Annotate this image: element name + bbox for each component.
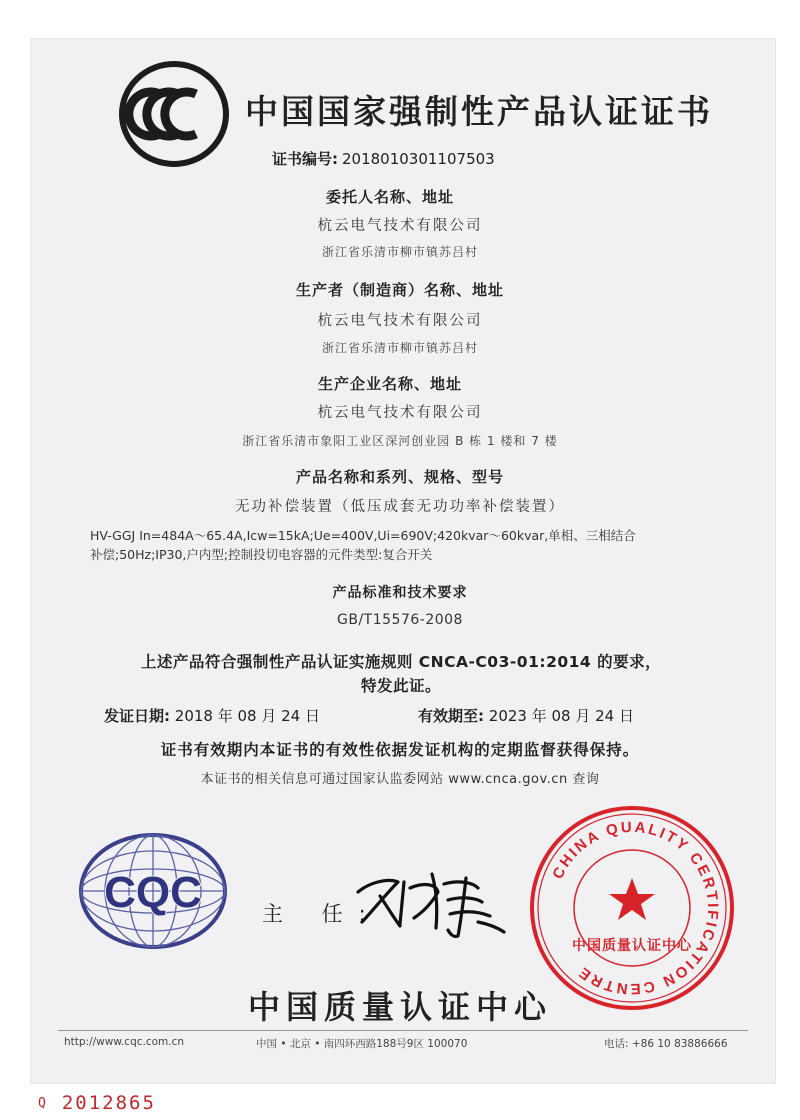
certificate-number-value: 2018010301107503	[342, 150, 495, 168]
issue-date-label: 发证日期:	[104, 707, 170, 725]
standard-heading: 产品标准和技术要求	[332, 585, 468, 601]
product-heading: 产品名称和系列、规格、型号	[295, 468, 504, 486]
official-seal	[528, 804, 736, 1012]
director-signature	[340, 852, 510, 942]
footer-website: http://www.cqc.com.cn	[64, 1036, 185, 1048]
conformity-line-2: 特发此证。	[360, 677, 441, 695]
seal-star-icon	[609, 878, 655, 920]
manufacturer-heading: 生产者（制造商）名称、地址	[295, 281, 504, 299]
client-name: 杭云电气技术有限公司	[317, 218, 483, 234]
manufacturer-name: 杭云电气技术有限公司	[317, 313, 483, 329]
director-label: 主 任:	[262, 902, 382, 926]
cqc-logo-text: CQC	[104, 868, 202, 917]
expiry-date	[418, 705, 634, 726]
conformity-statement	[96, 650, 706, 698]
issue-date	[104, 705, 320, 726]
product-name: 无功补偿装置（低压成套无功功率补偿装置）	[235, 499, 565, 515]
expiry-date-label: 有效期至:	[418, 707, 484, 725]
footer-address: 中国 • 北京 • 南四环西路188号9区 100070	[256, 1038, 468, 1050]
validity-note: 证书有效期内本证书的有效性依据发证机构的定期监督获得保持。	[160, 741, 640, 759]
certificate-number	[272, 148, 495, 169]
footer-divider	[58, 1030, 748, 1031]
ccc-logo	[118, 60, 230, 168]
standard-value: GB/T15576-2008	[337, 612, 463, 628]
footer-phone: 电话: +86 10 83886666	[604, 1038, 728, 1050]
issuer-name: 中国质量认证中心	[247, 988, 552, 1026]
factory-name: 杭云电气技术有限公司	[317, 405, 483, 421]
client-address: 浙江省乐清市柳市镇苏吕村	[321, 245, 478, 259]
conformity-line-1: 上述产品符合强制性产品认证实施规则 CNCA-C03-01:2014 的要求，	[140, 653, 662, 671]
inquiry-note: 本证书的相关信息可通过国家认监委网站 www.cnca.gov.cn 查询	[200, 772, 600, 787]
issue-date-value: 2018 年 08 月 24 日	[174, 707, 320, 725]
seal-inner-text: 中国质量认证中心	[572, 938, 692, 954]
serial-prefix: Q	[38, 1096, 48, 1111]
cqc-logo	[78, 832, 228, 950]
client-heading: 委托人名称、地址	[325, 188, 454, 206]
certificate-number-label: 证书编号:	[272, 150, 338, 168]
product-spec-line-1: HV-GGJ In=484A～65.4A,Icw=15kA;Ue=400V,Ui=690V;420kvar～60kvar,单相、三相结合	[90, 528, 636, 543]
factory-heading: 生产企业名称、地址	[317, 375, 462, 393]
certificate-title: 中国国家强制性产品认证证书	[245, 92, 713, 131]
manufacturer-address: 浙江省乐清市柳市镇苏吕村	[321, 341, 478, 355]
serial-number	[38, 1092, 156, 1114]
product-spec-line-2: 补偿;50Hz;IP30,户内型;控制投切电容器的元件类型:复合开关	[90, 547, 433, 562]
seal-outer-text: CHINA QUALITY CERTIFICATION CENTRE	[549, 818, 722, 998]
serial-value: 2012865	[61, 1092, 156, 1114]
expiry-date-value: 2023 年 08 月 24 日	[488, 707, 634, 725]
factory-address: 浙江省乐清市象阳工业区深河创业园 B 栋 1 楼和 7 楼	[242, 434, 558, 448]
